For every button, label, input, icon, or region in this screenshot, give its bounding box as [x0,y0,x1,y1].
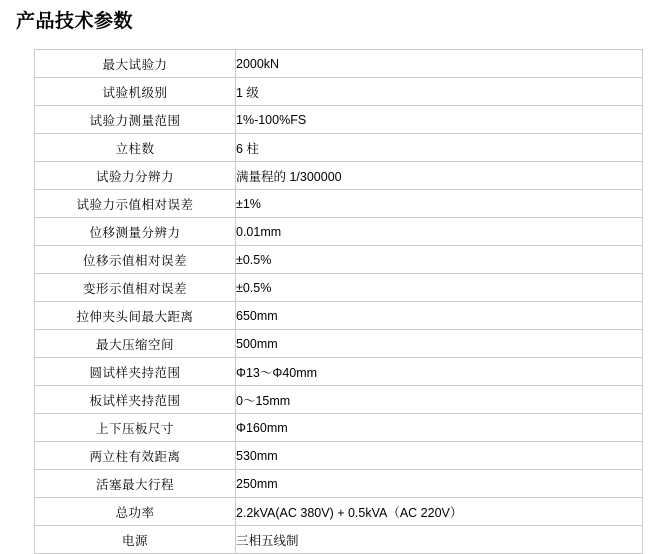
table-row [35,78,643,106]
table-row [35,246,643,274]
table-row [35,162,643,190]
spec-name-cell: 拉伸夹头间最大距离 [35,302,236,330]
spec-value-cell: 530mm [236,442,643,470]
table-row [35,274,643,302]
table-row [35,330,643,358]
spec-name-cell: 试验力测量范围 [35,106,236,134]
spec-value-cell: 1%-100%FS [236,106,643,134]
spec-value-cell: 0～15mm [236,386,643,414]
table-row [35,414,643,442]
table-row [35,386,643,414]
spec-name-cell: 试验力分辨力 [35,162,236,190]
spec-name-cell: 最大压缩空间 [35,330,236,358]
table-row [35,190,643,218]
spec-value-cell: 满量程的 1/300000 [236,162,643,190]
table-row [35,498,643,526]
spec-value-cell: 6 柱 [236,134,643,162]
spec-name-cell: 试验机级别 [35,78,236,106]
spec-name-cell: 上下压板尺寸 [35,414,236,442]
spec-table-body [35,50,643,554]
table-row [35,218,643,246]
spec-name-cell: 变形示值相对误差 [35,274,236,302]
spec-value-cell: ±0.5% [236,274,643,302]
spec-name-cell: 板试样夹持范围 [35,386,236,414]
spec-name-cell: 电源 [35,526,236,554]
spec-value-cell: Φ160mm [236,414,643,442]
spec-value-cell: 2.2kVA(AC 380V) + 0.5kVA（AC 220V） [236,498,643,526]
spec-name-cell: 位移测量分辨力 [35,218,236,246]
table-row [35,358,643,386]
spec-value-cell: 1 级 [236,78,643,106]
spec-name-cell: 圆试样夹持范围 [35,358,236,386]
spec-value-cell: ±0.5% [236,246,643,274]
spec-name-cell: 最大试验力 [35,50,236,78]
spec-value-cell: Φ13～Φ40mm [236,358,643,386]
table-row [35,302,643,330]
page-title: 产品技术参数 [16,11,134,32]
spec-name-cell: 两立柱有效距离 [35,442,236,470]
spec-table [34,49,643,554]
table-row [35,134,643,162]
spec-value-cell: ±1% [236,190,643,218]
table-row [35,442,643,470]
spec-name-cell: 试验力示值相对误差 [35,190,236,218]
spec-value-cell: 三相五线制 [236,526,643,554]
spec-value-cell: 500mm [236,330,643,358]
spec-value-cell: 650mm [236,302,643,330]
spec-value-cell: 0.01mm [236,218,643,246]
table-row [35,50,643,78]
spec-value-cell: 2000kN [236,50,643,78]
spec-value-cell: 250mm [236,470,643,498]
spec-name-cell: 立柱数 [35,134,236,162]
spec-name-cell: 位移示值相对误差 [35,246,236,274]
spec-table-container [0,31,657,554]
spec-name-cell: 总功率 [35,498,236,526]
table-row [35,470,643,498]
spec-name-cell: 活塞最大行程 [35,470,236,498]
table-row [35,106,643,134]
